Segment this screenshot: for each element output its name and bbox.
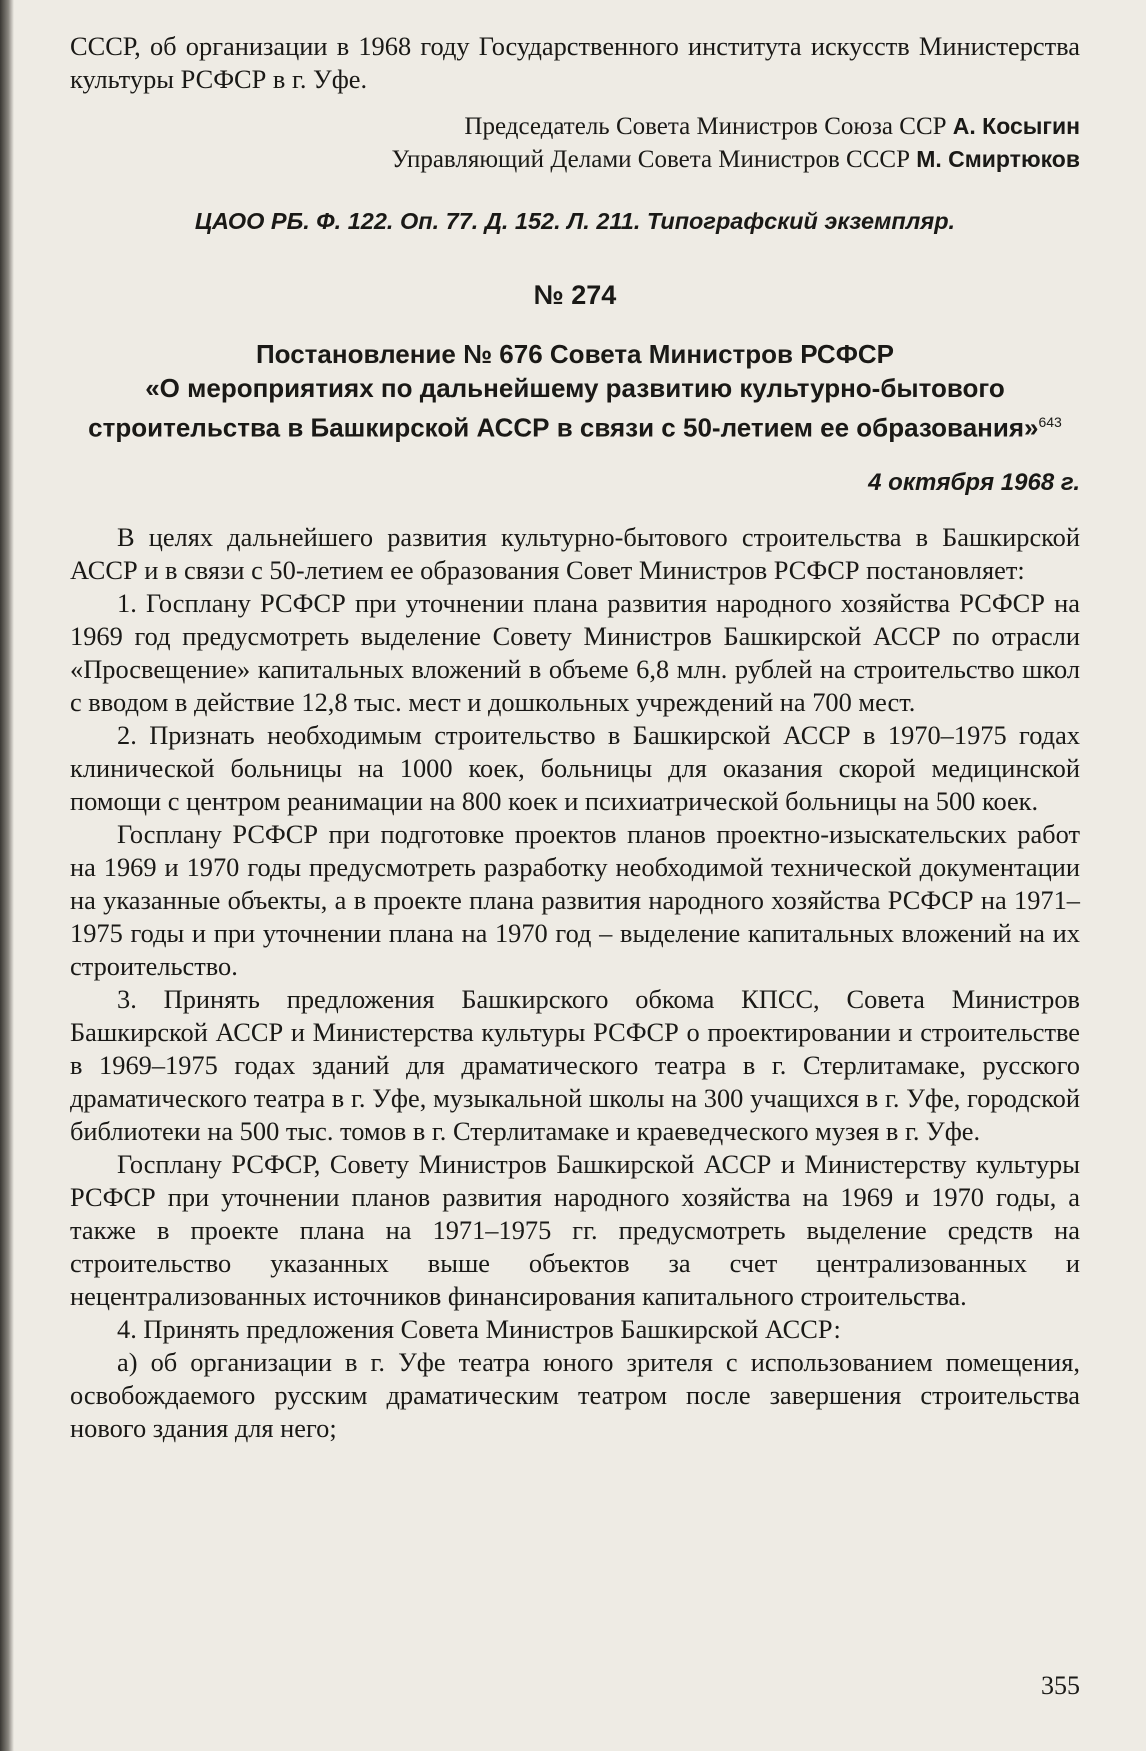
title-line — [70, 371, 1080, 445]
body-paragraph: 3. Принять предложения Башкирского обкома КПСС, Совета Министров Башкирской АССР и Министерства культуры РСФСР о проектировании и строительстве в 1969–1975 годах зданий для драматического театра в г. Стерлитамаке, русского драматического театра в г. Уфе, музыкальной школы на 300 учащихся в г. Уфе, городской библиотеки на 500 тыс. томов в г. Стерлитамаке и краеведческого музея в г. Уфе. — [70, 983, 1080, 1146]
body-paragraph: Госплану РСФСР, Совету Министров Башкирской АССР и Министерству культуры РСФСР при уточнении планов развития народного хозяйства на 1969 и 1970 годы, а также в проекте плана на 1971–1975 гг. предусмотреть выделение средств на строительство указанных выше объектов за счет централизованных и нецентрализованных источников финансирования капитального строительства. — [70, 1148, 1080, 1311]
body-paragraph: 1. Госплану РСФСР при уточнении плана развития народного хозяйства РСФСР на 1969 год предусмотреть выделение Совету Министров Башкирской АССР по отрасли «Просвещение» капитальных вложений в объеме 6,8 млн. рублей на строительство школ с вводом в действие 12,8 тыс. мест и дошкольных учреждений на 700 мест. — [70, 587, 1080, 717]
body-paragraph: 2. Признать необходимым строительство в Башкирской АССР в 1970–1975 годах клинической больницы на 1000 коек, больницы для оказания скорой медицинской помощи с центром реанимации на 800 коек и психиатрической больницы на 500 коек. — [70, 719, 1080, 816]
signature-name: М. Смиртюков — [916, 146, 1080, 172]
body-paragraph: а) об организации в г. Уфе театра юного зрителя с использованием помещения, освобождаемого русским драматическим театром после завершения строительства нового здания для него; — [70, 1346, 1080, 1443]
document-body — [70, 521, 1080, 1445]
body-paragraph: В целях дальнейшего развития культурно-бытового строительства в Башкирской АССР и в связи с 50-летием ее образования Совет Министров РСФСР постановляет: — [70, 521, 1080, 585]
document-number: № 274 — [533, 280, 617, 310]
archive-reference: ЦАОО РБ. Ф. 122. Оп. 77. Д. 152. Л. 211. Типографский экземпляр. — [194, 208, 956, 234]
signature-role: Председатель Совета Министров Союза ССР — [464, 113, 947, 140]
title-line: Постановление № 676 Совета Министров РСФСР — [255, 339, 895, 369]
signature-name: А. Косыгин — [952, 113, 1080, 139]
title-text: «О мероприятиях по дальнейшему развитию культурно-бытового строительства в Башкирской АССР в связи с 50-летием ее образования» — [88, 373, 1039, 443]
book-page — [70, 30, 1080, 1730]
page-number: 355 — [1041, 1671, 1080, 1700]
signature-line — [70, 110, 1080, 143]
body-paragraph: Госплану РСФСР при подготовке проектов планов проектно-изыскательских работ на 1969 и 1970 годы предусмотреть разработку необходимой технической документации на указанные объекты, а в проекте плана развития народного хозяйства РСФСР на 1971–1975 годы и при уточнении плана на 1970 год – выделение капитальных вложений на их строительство. — [70, 818, 1080, 981]
signature-role: Управляющий Делами Совета Министров СССР — [391, 146, 910, 173]
document-date: 4 октября 1968 г. — [868, 468, 1080, 496]
page-edge-shadow — [0, 0, 14, 1751]
signature-line — [70, 143, 1080, 176]
document-title — [70, 337, 1080, 445]
intro-block — [70, 30, 1080, 96]
body-paragraph: 4. Принять предложения Совета Министров Башкирской АССР: — [117, 1313, 841, 1344]
signature-block — [70, 110, 1080, 176]
intro-paragraph: СССР, об организации в 1968 году Государственного института искусств Министерства культуры РСФСР в г. Уфе. — [70, 31, 1080, 94]
footnote-marker: 643 — [1038, 414, 1062, 430]
